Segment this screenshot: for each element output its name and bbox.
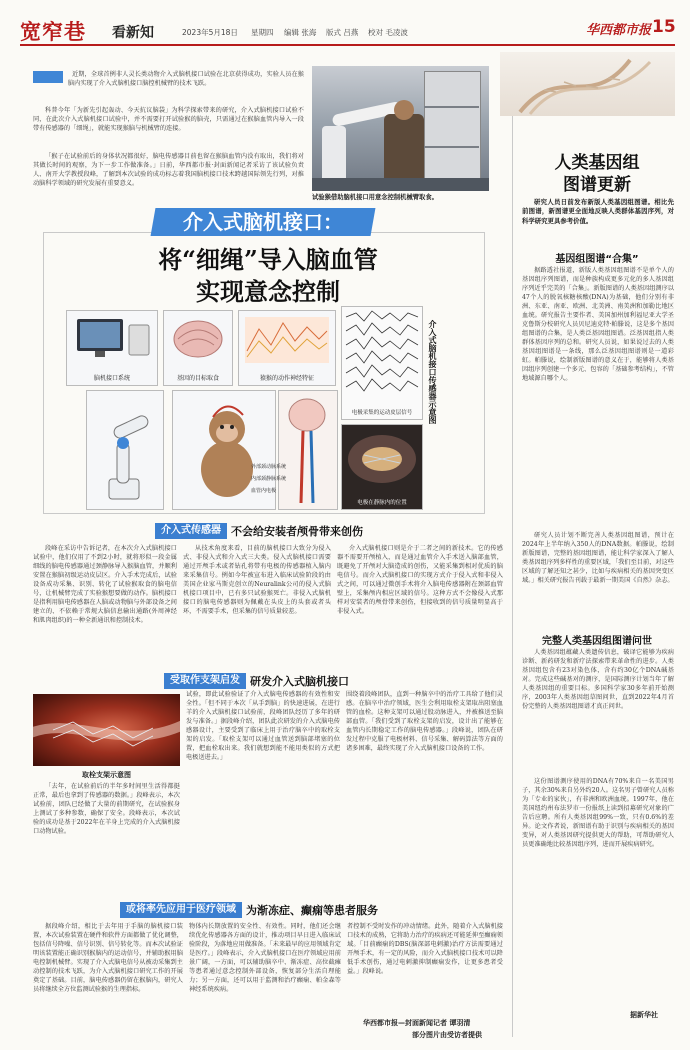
robot-arm-icon [87,391,163,509]
thrombectomy-stent-image [33,694,180,766]
section3-col1: 据段峰介绍，相比于去年用于手脑的脑机接口装置，本次试验装置在硬件和软件方面都做了优化调整，包括信号降噪、信号识别、信号转化等。而本次试验证明该装置能正确识别猴脑内的运动信号，并辅助猴用脑电控制机械臂。实现了介入式脑电信号从被动采集到主动控制的技术飞跃，为介入式脑机接口研究工作的开展奠定了基础。目前，脑电传感器仍留在猴脑内，研究人员将继续全方位监测试验猴的生理指标。 [33,923,183,993]
diagram-label-system: 脑机接口系统 [93,375,130,382]
diagram-panel-anatomy [251,390,338,510]
section3-heading [120,902,378,918]
diagram-label-eeg: 电极采集的运动皮层信号 [351,410,413,416]
editor-credit: 编辑 张海 [284,28,317,37]
lab-rack-shelf [424,146,479,148]
section1-heading [155,523,363,539]
byline-reporter: 华西都市报—封面新闻记者 谭羽清 [363,1019,471,1027]
section3-col3: 者控制不受时发作的冲动情绪。此外，随着介入式脑机接口技术的成熟，它将助力治疗的疾病还可能延伸至癫痫领域。「目前癫痫的DBS(脑深部电刺激)治疗方法需要通过开颅手术，有一定的风险，而介入式脑机接口技术可以降低手术创伤，通过电刺激抑制癫痫发作，让更多患者受益。」段峰说。 [347,923,503,975]
diagram-panel-eeg [341,306,423,420]
sidebar-subhead-1: 基因组图谱“合集” [555,254,639,265]
section3-title: 为渐冻症、癫痫等患者服务 [246,904,378,917]
lead-paragraph-2: 科普今年「为新先引起轰动、今天抗议脑袋」为科学探索带来的研究，介入式脑机接口试验不同，在此次介入式脑机接口试验中，并不需要打开试验猴的脑壳，只需通过在猴脑血管内导入一段带有传感器的「细绳」，就能实现猴脑与机械臂的连接。 [33,107,304,132]
monkey-head [394,100,414,120]
section1-title: 不会给安装者颅骨带来创伤 [231,525,363,538]
diagram-label-inner: 内部颈静脉系统 [251,476,287,482]
header-rule [20,44,675,46]
page-number: 15 [652,17,676,37]
diagram-label-stent: 电极在静脉内的位置 [357,500,407,506]
issue-weekday: 星期四 [251,28,274,37]
section2-title: 研发介入式脑机接口 [250,675,349,688]
stent-image-caption: 取栓支架示意图 [82,771,131,779]
newspaper-logo: 华西都市报 [586,23,652,38]
byline-photo: 部分图片由受访者提供 [412,1031,482,1039]
brain-icon [164,311,232,371]
diagram-caption: 介入式脑机接口传感器示意图 [428,320,437,424]
lead-paragraph-1: 近期，全球首例非人灵长类动物介入式脑机接口试验在北京获得成功，实验人员在猴脑内实现了介入式脑机接口脑控机械臂的技术飞跃。 [68,71,304,87]
headline-line1: 介入式脑机接口： [183,210,343,234]
section2-mid: 试验，即此试验验证了介入式脑电传感器的有效性和安全性。「但不同于本次「从手到脑」的快速进展，在进行羊的介入式脑机接口试验前，段峰团队经历了多年的研发与准备。」据段峰介绍，团队此次研发的介入式脑电传感器设计，主要受到了临床上用于治疗脑卒中的取栓支架的启发。「取栓支架可以通过血管送到脑部堵塞的位置，把血栓取出来。我们就想到能不能用类似的方式把电极送进去。」 [186,691,340,761]
neural-activity-icon [239,311,335,371]
diagram-label-sensor: 血管内电极 [251,488,277,494]
section2-heading [164,673,349,689]
issue-date: 2023年5月18日 [182,28,238,37]
layout-credit: 版式 吕燕 [326,28,359,37]
lab-floor [312,178,489,191]
monkey-chair [384,114,424,184]
lead-paragraph-3: 「猴子在试验前后的身体状况都很好，脑电传感器目前也留在猴脑血管内没有取出，我们将对其做长时间的观察，为下一步工作做准备。」日前，华西都市报·封面新闻记者采访了该试验负责人、南开大学教授段峰，了解到本次试验的成功标志着我国脑机接口技术跨越国际领先行列，对推动脑科学领域的研究发展有重要意义。 [33,153,304,187]
section2-right: 围绕着段峰团队，直到一种脑卒中的治疗工具给了他们灵感。在脑卒中治疗领域，医生会利用取栓支架取出阻塞血管的血栓。这种支架可以通过股动脉进入，并被推送至脑部血管。「我们受到了取栓支架的启发，设计出了能够在血管内长期稳定工作的脑电传感器。」段峰说，团队在研发过程中克服了电极材料、信号采集、解码算法等方面的诸多困难，最终实现了介入式脑机接口设备的工作。 [346,691,503,752]
sidebar-title-line2: 图谱更新 [563,175,631,195]
diagram-panel-signal [163,310,233,386]
lab-rack-shelf [424,106,479,108]
diagram-panel-stent [341,424,423,510]
section2-left: 「去年，在试验前后的半年多时间里生活得都挺正常，最后也拿到了传感器的数据。」段峰表示，本次试验前，团队已经做了大量的前期研究，在试验猴身上测试了多种参数，确保了安全。段峰表示，本次试验的成功是基于2022年在羊身上完成的介入式脑机接口动物试验。 [33,783,180,835]
stent-mesh-icon [33,694,180,766]
section1-col3: 介入式脑机接口则是介于二者之间的新技术。它的传感器不需要开颅植入，而是通过血管介入手术送入脑部血管，既避免了开颅对大脑造成的创伤，又能采集到相对优质的脑电信号。而介入式脑机接口的实现方式介于侵入式和非侵入式之间，可以通过微创手术将介入脑电传感器附在颈部血管壁上，采集颅内相应区域的信号。这种方式不会像侵入式那样对安装者的颅骨带来创伤，但接收到的信号质量明显高于非侵入式。 [337,545,503,615]
sidebar-body-2: 研究人员计划不断完善人类基因组图谱，预计在2024年上半年纳入350人的DNA数据。帕滕说，绘制新版图谱，完整的基因组图谱，能让科学家深入了解人类基因组序列多样性的重要区域，「我们至目前，对这些区域的了解还知之甚少，比如与疾病相关的基因突变区域。」相关研究报告刊载于最新一期美国《自然》杂志。 [522,532,674,584]
proof-credit: 校对 毛凌波 [368,28,408,37]
sidebar-body-3: 人类基因组蕴藏人类遗传信息，破译它能够为疾病诊断、新药研发和新疗法探索带来革命性的进步。人类基因组包含有23对染色体，含有约30亿个DNA碱基对。完成这些碱基对的测序，是国际测序计划当年了解人类基因组的重要目标。多国科学家30多年前开始测序，2003年人类基因组草图问世，直到2022年4月首份完整的人类基因组图谱才真正问世。 [522,649,674,710]
section1-col2: 从技术角度来看，目前的脑机接口大致分为侵入式、非侵入式和介入式三大类。侵入式脑机接口需要通过开颅手术或者钻孔将带有电极的传感器植入脑内来采集信号。例如今年被宣布进入临床试验阶段的由美国企业家马斯克创立的Neuralink公司的侵入式脑机接口项目中，已有多只试验猴死亡。非侵入式脑机接口的脑电传感器则为佩戴在头皮上的头套或者头环，不需要手术，但采集的信号质量较差。 [183,545,331,615]
headline-line2: 将“细绳”导入脑血管 [158,245,378,274]
sidebar-title-line1: 人类基因组 [554,153,640,173]
sidebar-divider [512,52,513,1037]
diagram-panel-decode [238,310,336,386]
lab-photo [312,66,489,191]
eeg-waveform-icon [342,307,422,403]
masthead [20,14,675,44]
headline-line3: 实现意念控制 [196,277,340,306]
computer-icon [67,311,157,371]
diagram-panel-system [66,310,158,386]
lab-photo-caption: 试验猴借助脑机接口用意念控制机械臂取食。 [312,194,438,201]
section1-tag: 介入式传感器 [155,523,227,539]
vessel-anatomy-icon [279,391,337,509]
diagram-label-vessel: 外部颈动脉系统 [251,464,287,470]
sidebar-credit: 据新华社 [630,1011,658,1019]
lead-marker [33,71,63,83]
stent-in-vessel-icon [342,425,422,495]
diagram-panel-robot [86,390,164,510]
diagram-label-decode: 猿猴的动作神经特征 [259,375,314,382]
sidebar-body-1: 据路透社报道，新版人类基因组图谱不是单个人的基因组序列图谱，而是种族构成更多元化的多人基因组序列近乎完美的「合集」。新版图谱的人类基因组测序以47个人的脱氧核糖核酸(DNA)为基础，他们分别有非洲、东亚、南亚、欧洲、北美洲、南美洲和加勒比地区血统。研究报告主要作者、美国加州加利福尼亚大学圣克鲁斯分校研究人员贝尼迪克特·帕滕说，这是多个基因组图谱的合集，是人类泛基因组图谱。泛基因组指人类群体基因序列的总和。研究人员说，如果说过去的人类基因组图谱是一条线，那么泛基因组图谱则是一道彩虹。帕滕说，绘制新版图谱的意义在于，能够将人类基因组序列创建一个多元、包容的「基础参考结构」，不管地域源自哪个人。 [522,267,674,382]
section-subtitle: 看新知 [112,25,154,41]
diagram-label-signal: 基因的目标取食 [176,375,219,382]
section1-col1: 段峰在采访中告诉记者，在本次介入式脑机接口试验中，他们仅用了不到2小时，就将形似一段金属细线的脑电传感器通过颈静脉导入猴脑血管，并顺利安置在猴脑初级运动皮层区。介入手术完成后，试验设备成功采集、识别、转化了试验猴取食的脑电信号，让机械臂完成了实验猴想要做的动作。脑机接口是指利用脑电传感器在人脑或动物脑与外部设备之间建立的、不依赖于常规大脑信息输出通路(外周神经和肌肉组织)的一种全新通讯和控制技术。 [33,545,177,624]
robot-arm-base [322,126,346,186]
section3-col2: 物体内长期放置的安全性、有效性。同时，他们还会继续优化传感器各方面的设计，推动项目早日进入临床试验阶段，为落地应用做准备。「未来最早的应用领域肯定是医疗。」段峰表示，介入式脑机接口在医疗领域应用前景广阔，一方面，可以辅助脑卒中、渐冻症、高位截瘫等患者通过意念控制外部设备，恢复部分生活自理能力；另一方面，还可以用于监测和治疗癫痫、帕金森等神经系统疾病。 [189,923,341,993]
sidebar-intro: 研究人员日前发布新版人类基因组图谱。相比先前图谱，新图谱更全面地反映人类群体基因序列，对科学研究更具参考价值。 [522,198,674,225]
sidebar-body-4: 这份图谱测序使用的DNA有70%来自一名美国男子，其余30%来自另外约20人。这名男子曾研究人员称为「专业的家伙」，有非洲和欧洲血统。1997年，他在美国纽约州布法罗市一份报纸上读到招募研究对象的广告后应聘。所有人类基因组99%一致，只有0.6%的差异。论文作者说，新图谱有助于识别与疾病相关的基因变异，对人类基因研究提供更大的帮助，可帮助研究人员更准确地比较基因组序列，进而开展疾病研究。 [522,778,674,848]
sidebar-image [500,52,675,116]
section2-tag: 受取作支架启发 [164,673,246,689]
lab-rack [424,71,481,188]
section3-tag: 或将率先应用于医疗领域 [120,902,242,918]
dna-helix-icon [500,52,675,116]
sidebar-subhead-2: 完整人类基因组图谱问世 [542,636,652,647]
section-title: 宽窄巷 [20,19,86,44]
